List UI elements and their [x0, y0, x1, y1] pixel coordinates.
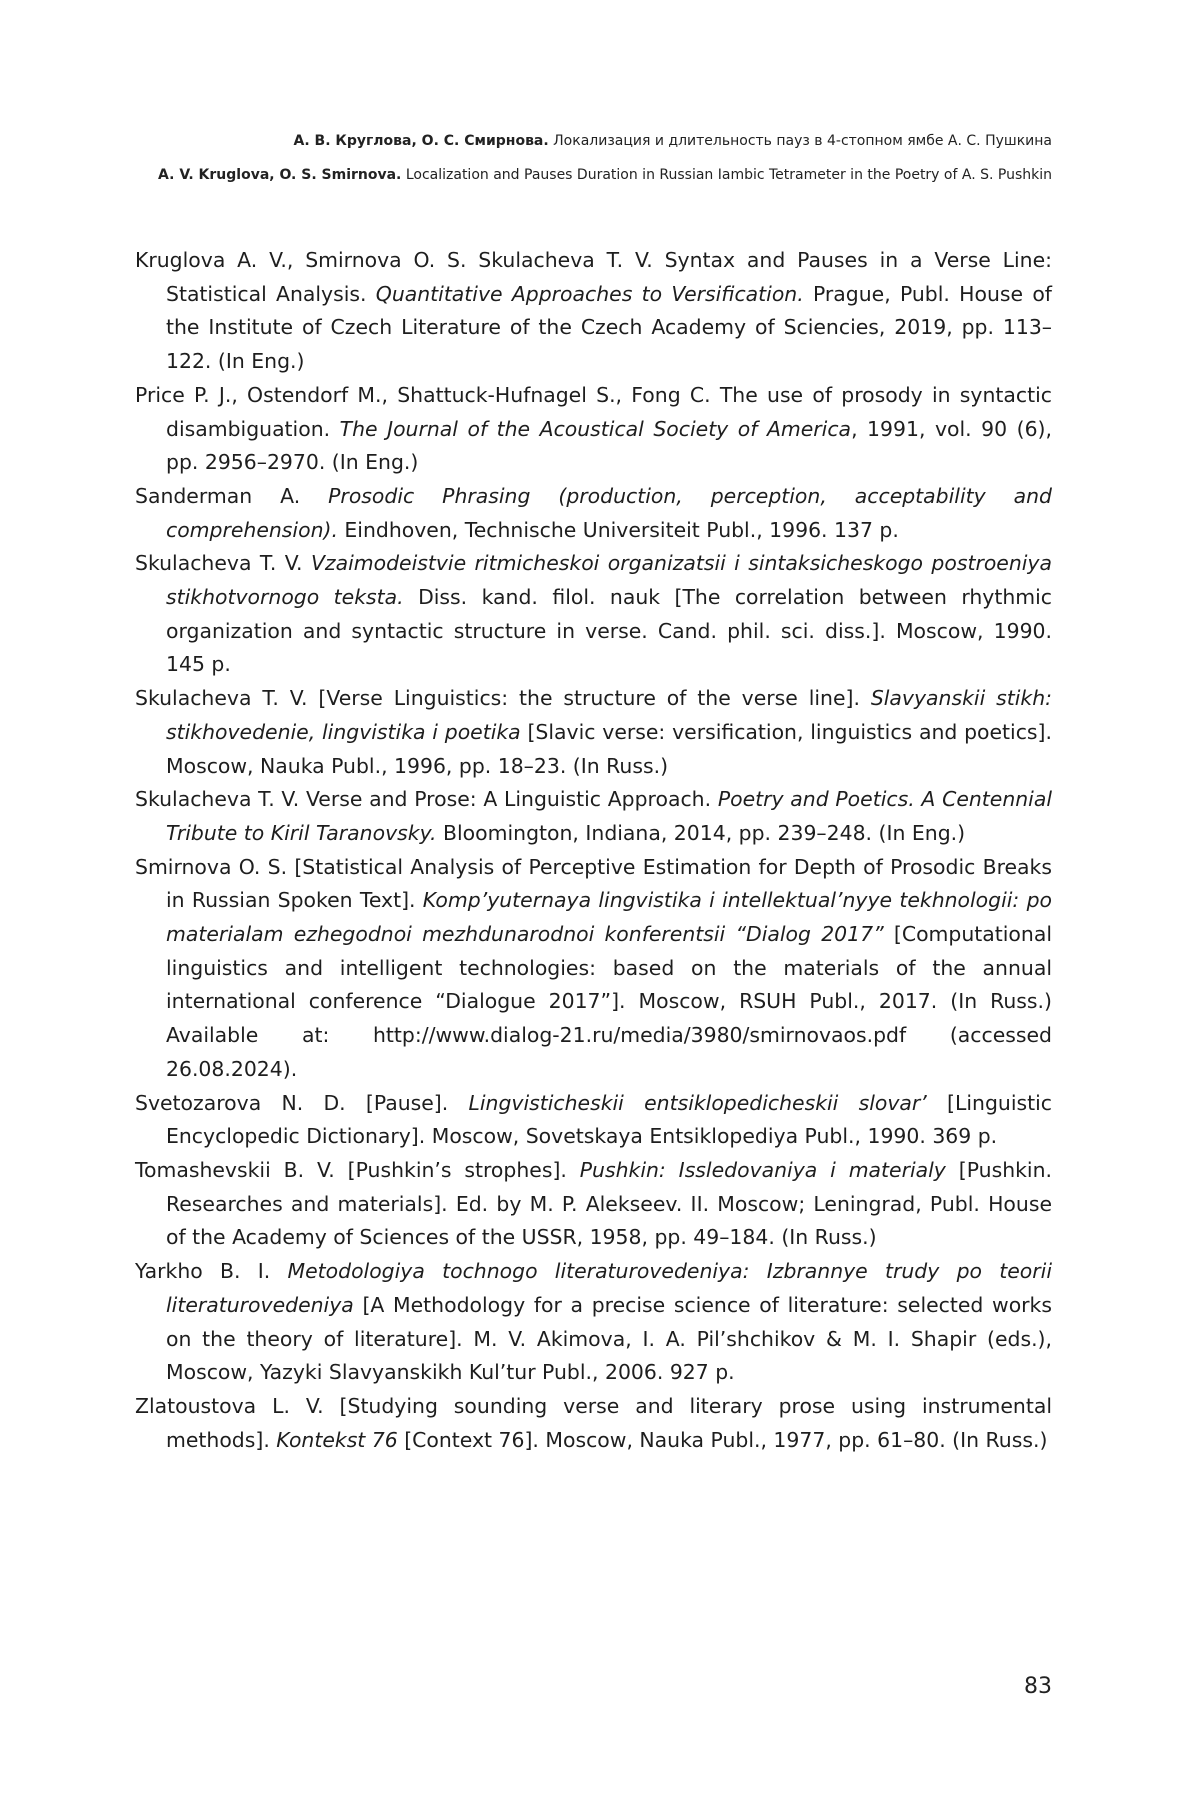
reference-source-title: Slavyanskii stikh: stikhovedenie, lingvistika i poetika	[166, 686, 1052, 744]
running-header-russian-authors: А. В. Круглова, О. С. Смирнова.	[293, 133, 549, 149]
reference-text: Skulacheva T. V.	[135, 551, 311, 576]
reference-text: [Context 76]. Moscow, Nauka Publ., 1977, pp. 61–80. (In Russ.)	[397, 1427, 1048, 1452]
reference-entry	[135, 1390, 1052, 1457]
page-number: 83	[1024, 1674, 1052, 1699]
reference-source-title: Lingvisticheskii entsiklopedicheskii slovar’	[468, 1090, 927, 1115]
reference-text: [Slavic verse: versification, linguistics and poetics]. Moscow, Nauka Publ., 1996, pp. 18–23. (In Russ.)	[166, 719, 1052, 778]
reference-entry	[135, 547, 1052, 682]
running-header-russian	[130, 124, 1052, 158]
reference-text: Smirnova O. S. [Statistical Analysis of Perceptive Estimation for Depth of Prosodic Breaks in Russian Spoken Text].	[135, 854, 1052, 913]
reference-text: Kruglova A. V., Smirnova O. S. Skulacheva T. V. Syntax and Pauses in a Verse Line: Statistical Analysis.	[135, 248, 1052, 306]
reference-source-title: Komp’yuternaya lingvistika i intellektual’nyye tekhnologii: po materialam ezhegodnoi mezhdunarodnoi konferentsii “Dialog 2017”	[166, 888, 1052, 947]
reference-text: [A Methodology for a precise science of literature: selected works on the theory of literature]. M. V. Akimova, I. A. Pil’shchikov & M. I. Shapir (eds.), Moscow, Yazyki Slavyanskikh Kul’tur Publ., 2006. 927 p.	[166, 1292, 1052, 1385]
reference-text: Tomashevskii B. V. [Pushkin’s strophes].	[135, 1157, 580, 1182]
reference-entry	[135, 480, 1052, 547]
running-header-russian-title: Локализация и длительность пауз в 4-стопном ямбе А. С. Пушкина	[553, 133, 1052, 149]
reference-list	[135, 244, 1052, 1457]
running-header-english-title: Localization and Pauses Duration in Russian Iambic Tetrameter in the Poetry of A. S. Pushkin	[405, 167, 1052, 183]
reference-text: Yarkho B. I.	[135, 1259, 288, 1284]
reference-text: Svetozarova N. D. [Pause].	[135, 1090, 469, 1115]
running-header-english	[130, 158, 1052, 192]
reference-text: Zlatoustova L. V. [Studying sounding verse and literary prose using instrumental methods].	[135, 1393, 1052, 1452]
reference-text: [Computational linguistics and intelligent technologies: based on the materials of the annual international conference “Dialogue 2017”]. Moscow, RSUH Publ., 2017. (In Russ.) Available at: http://www.dialog-21.ru/media/3980/smirnovaos.pdf (accessed 26.08.2024).	[166, 922, 1052, 1081]
reference-entry	[135, 783, 1052, 850]
reference-source-title: The Journal of the Acoustical Society of America	[339, 416, 852, 441]
reference-entry	[135, 1255, 1052, 1390]
reference-source-title: Quantitative Approaches to Versification.	[375, 281, 804, 306]
reference-source-title: Pushkin: Issledovaniya i materialy	[579, 1157, 946, 1182]
running-header	[130, 124, 1052, 192]
reference-text: [Linguistic Encyclopedic Dictionary]. Moscow, Sovetskaya Entsiklopediya Publ., 1990. 369 p.	[166, 1090, 1052, 1149]
running-header-english-authors: A. V. Kruglova, O. S. Smirnova.	[158, 167, 402, 183]
reference-entry	[135, 244, 1052, 379]
reference-source-title: Vzaimodeistvie ritmicheskoi organizatsii i sintaksicheskogo postroeniya stikhotvornogo teksta.	[166, 551, 1052, 610]
reference-entry	[135, 682, 1052, 783]
reference-text: Bloomington, Indiana, 2014, pp. 239–248. (In Eng.)	[436, 820, 966, 845]
reference-text: Diss. kand. filol. nauk [The correlation between rhythmic organization and syntactic structure in verse. Cand. phil. sci. diss.]. Moscow, 1990. 145 p.	[166, 585, 1052, 677]
reference-entry	[135, 851, 1052, 1087]
reference-entry	[135, 1087, 1052, 1154]
reference-source-title: Poetry and Poetics. A Centennial Tribute to Kiril Taranovsky.	[166, 787, 1053, 845]
reference-text: Eindhoven, Technische Universiteit Publ., 1996. 137 p.	[337, 517, 899, 542]
reference-entry	[135, 1154, 1052, 1255]
reference-source-title: Prosodic Phrasing (production, perception, acceptability and comprehension).	[166, 483, 1052, 542]
reference-text: Sanderman A.	[135, 483, 329, 508]
reference-text: , 1991, vol. 90 (6), pp. 2956–2970. (In Eng.)	[166, 416, 1052, 475]
reference-text: [Pushkin. Researches and materials]. Ed. by M. P. Alekseev. II. Moscow; Leningrad, Publ. House of the Academy of Sciences of the USSR, 1958, pp. 49–184. (In Russ.)	[166, 1157, 1052, 1250]
reference-text: Price P. J., Ostendorf M., Shattuck-Hufnagel S., Fong C. The use of prosody in syntactic disambiguation.	[135, 382, 1052, 441]
reference-text: Skulacheva T. V. [Verse Linguistics: the structure of the verse line].	[135, 686, 871, 711]
reference-text: Prague, Publ. House of the Institute of Czech Literature of the Czech Academy of Sciencies, 2019, pp. 113–122. (In Eng.)	[166, 281, 1052, 374]
reference-source-title: Metodologiya tochnogo literaturovedeniya: Izbrannye trudy po teorii literaturovedeniya	[166, 1259, 1052, 1317]
reference-entry	[135, 379, 1052, 480]
reference-text: Skulacheva T. V. Verse and Prose: A Linguistic Approach.	[135, 787, 718, 812]
reference-source-title: Kontekst 76	[276, 1427, 398, 1452]
